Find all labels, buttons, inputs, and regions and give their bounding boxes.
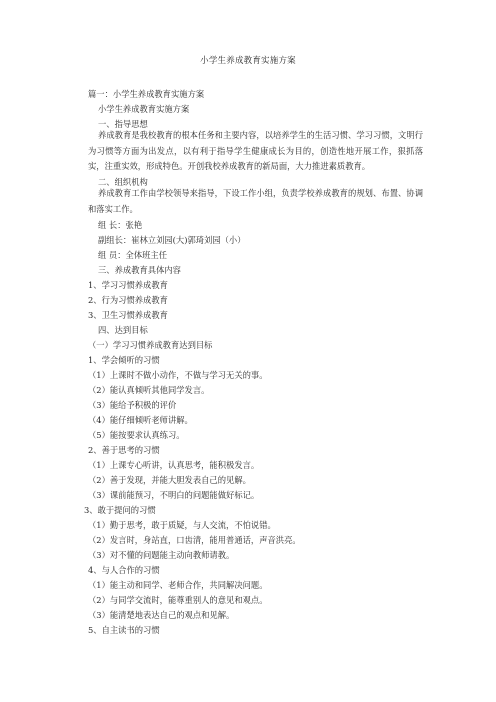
members-line: 组 员：全体班主任 (98, 250, 168, 260)
list-item: 4、与人合作的习惯 (88, 565, 160, 575)
vice-leader-line: 副组长：崔林立刘园(大)郭琦刘园（小） (98, 235, 246, 245)
section-line: 小学生养成教育实施方案 (98, 104, 190, 114)
list-item: 5、自主读书的习惯 (88, 625, 160, 635)
subheading: （一）学习习惯养成教育达到目标 (88, 340, 213, 350)
list-item: （3）课前能预习，不明白的问题能做好标记。 (88, 490, 260, 500)
list-item: （1）上课专心听讲，认真思考，能积极发言。 (88, 460, 260, 470)
list-item: 3、敢于提问的习惯 (84, 505, 156, 515)
list-item: （3）能清楚地表达自己的观点和见解。 (88, 610, 235, 620)
list-item: （3）能给予积极的评价 (88, 400, 177, 410)
list-item: （3）对不懂的问题能主动向教师请教。 (88, 550, 235, 560)
paragraph-organization: 养成教育工作由学校领导来指导，下设工作小组，负责学校养成教育的规划、布置、协调和落实工作。 (88, 188, 423, 214)
list-item: （4）能仔细倾听老师讲解。 (88, 415, 193, 425)
document-title: 小学生养成教育实施方案 (200, 56, 296, 66)
list-item: 2、善于思考的习惯 (88, 445, 160, 455)
list-item: （2）发言时，身站直，口齿清，能用普通话，声音洪亮。 (88, 535, 301, 545)
paragraph-guiding-ideology: 养成教育是我校教育的根本任务和主要内容，以培养学生的生活习惯、学习习惯，文明行为习惯等方面为出发点，以有利于指导学生健康成长为目的，创造性地开展工作，狠抓落实，注重实效，形成特色。开创我校养成教育的新局面，大力推进素质教育。 (88, 130, 423, 171)
list-item: （2）善于发现，并能大胆发表自己的见解。 (88, 475, 251, 485)
list-item: 1、学会倾听的习惯 (88, 355, 160, 365)
list-item: （2）能认真倾听其他同学发言。 (88, 385, 210, 395)
section-line: 篇一：小学生养成教育实施方案 (88, 89, 205, 99)
list-item: （2）与同学交流时，能尊重别人的意见和观点。 (88, 595, 268, 605)
list-item: （1）勤于思考，敢于质疑，与人交流，不怕说错。 (88, 520, 276, 530)
list-item: 1、学习习惯养成教育 (88, 280, 168, 290)
list-item: （5）能按要求认真练习。 (88, 430, 185, 440)
list-item: 3、卫生习惯养成教育 (88, 310, 168, 320)
heading-organization: 二、组织机构 (98, 177, 148, 187)
heading-goals: 四、达到目标 (98, 325, 148, 335)
list-item: 2、行为习惯养成教育 (88, 295, 168, 305)
list-item: （1）上课时不做小动作，不做与学习无关的事。 (88, 370, 268, 380)
heading-content: 三、养成教育具体内容 (98, 265, 181, 275)
leader-line: 组 长：张艳 (98, 220, 143, 230)
heading-guiding-ideology: 一、指导思想 (98, 119, 148, 129)
list-item: （1）能主动和同学、老师合作，共同解决问题。 (88, 580, 268, 590)
